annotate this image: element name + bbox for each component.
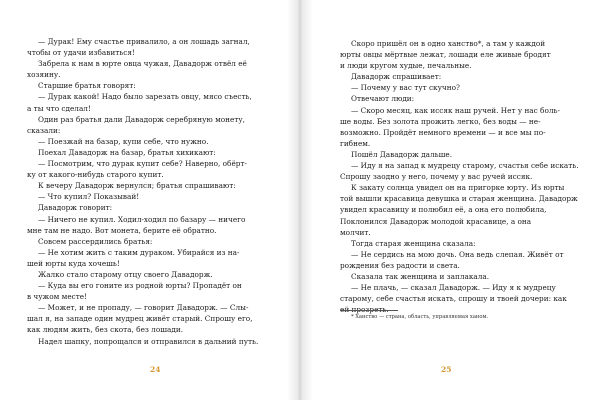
text-line: — Не сердись на мою дочь. Она ведь слепая. Живёт от (351, 249, 564, 259)
text-line: старому, себе счастья искать, спрошу и твоей дочери: как (340, 294, 567, 304)
text-line: Совсем рассердились братья: (38, 236, 153, 246)
text-line: Жалко стало старому отцу своего Давадорж. (38, 269, 213, 279)
text-line: в чужом месте! (27, 292, 88, 302)
text-line: Спрошу заодно у него, почему у вас ручей иссяк. (340, 172, 533, 182)
text-line: чтобы от удачи избавиться! (27, 48, 135, 58)
text-line: — Посмотрим, что дурак купит себе? Наверно, обёрт- (38, 159, 247, 169)
text-line: — Может, и не пропаду, — говорит Давадорж. — Слы- (38, 303, 249, 313)
text-line: сказали: (27, 125, 61, 135)
text-line: шей юрты куда хочешь! (27, 258, 120, 268)
text-line: Давадорж говорит: (38, 203, 113, 213)
text-line: — Куда вы его гоните из родной юрты? Пропадёт он (38, 281, 242, 291)
text-line: Сказала так женщина и заплакала. (351, 271, 490, 281)
right-page-text (340, 38, 577, 315)
text-line: Забрела к нам в юрте овца чужая, Давадорж отвёл её (38, 59, 247, 69)
text-line: Поехал Давадорж на базар, братья хихикают: (38, 147, 216, 157)
text-line: ку от какого-нибудь старого купит. (27, 170, 164, 180)
text-line: рождения без радости и света. (340, 260, 460, 270)
text-line: гибнем. (340, 138, 371, 148)
text-line: ше воды. Без золота прожить легко, без воды — не- (340, 116, 541, 126)
text-line: юрты овцы мёртвые лежат, лошади еле живые бродят (340, 50, 551, 60)
text-line: — Дурак! Ему счастье привалило, а он лошадь загнал, (38, 37, 250, 46)
page-number-right: 25 (441, 365, 452, 374)
book-gutter (287, 0, 313, 400)
text-line: — Иду я на запад к мудрецу старому, счастья себе искать. (351, 161, 579, 171)
text-line: той вышли красавица девушка и старая женщина. Давадорж (340, 194, 578, 204)
text-line: как людям жить, без скота, без лошади. (27, 325, 184, 335)
text-line: Пошёл Давадорж дальше. (351, 149, 453, 159)
text-line: — Скоро месяц, как иссяк наш ручей. Нет у нас боль- (351, 105, 560, 115)
text-line: — Что купил? Показывай! (38, 192, 140, 202)
text-line: — Не плачь, — сказал Давадорж. — Иду я к мудрецу (351, 283, 556, 293)
text-line: — Поезжай на базар, купи себе, что нужно. (38, 136, 209, 146)
text-line: — Ничего не купил. Ходил-ходил по базару — ничего (38, 214, 246, 224)
text-line: Давадорж спрашивает: (351, 72, 442, 82)
footnote: * Ханство — страна, область, управляемая ханом. (351, 314, 489, 320)
text-line: хозяину. (27, 70, 61, 80)
text-line: мне там не надо. Вот монета, берите её обратно. (27, 225, 217, 235)
text-line: Тогда старая женщина сказала: (351, 238, 476, 248)
text-line: — Почему у вас тут скучно? (351, 83, 460, 93)
text-line: К закату солнца увидел он на пригорке юрту. Из юрты (351, 183, 565, 193)
text-line: ей прозреть. (340, 305, 389, 315)
text-line: Поклонился Давадорж молодой красавице, а она (340, 216, 532, 226)
text-line: молчит. (340, 227, 371, 237)
text-line: увидел красавицу и полюбил её, а она его полюбила, (340, 205, 547, 215)
footnote-rule (340, 310, 398, 311)
right-page (300, 0, 600, 400)
text-line: Отвечают люди: (351, 94, 415, 104)
text-line: Старшие братья говорят: (38, 81, 136, 91)
text-line: — Не хотим жить с таким дураком. Убирайся из на- (38, 247, 240, 257)
text-line: и люди кругом худые, печальные. (340, 61, 472, 71)
left-page-text (27, 36, 265, 347)
text-line: шал я, на западе один мудрец живёт старый. Спрошу его, (27, 314, 253, 324)
text-line: К вечеру Давадорж вернулся; братья спрашивают: (38, 181, 236, 191)
text-line: Надел шапку, попрощался и отправился в дальний путь. (38, 336, 259, 346)
text-line: Один раз братья дали Давадорж серебряную монету, (38, 114, 245, 124)
text-line: — Дурак какой! Надо было зарезать овцу, мясо съесть, (38, 92, 252, 102)
text-line: а ты что сделал! (27, 103, 91, 113)
text-line: Скоро пришёл он в одно ханство*, а там у каждой (351, 39, 546, 48)
text-line: возможно. Пройдёт немного времени — и все мы по- (340, 127, 546, 137)
page-number-left: 24 (150, 365, 161, 374)
